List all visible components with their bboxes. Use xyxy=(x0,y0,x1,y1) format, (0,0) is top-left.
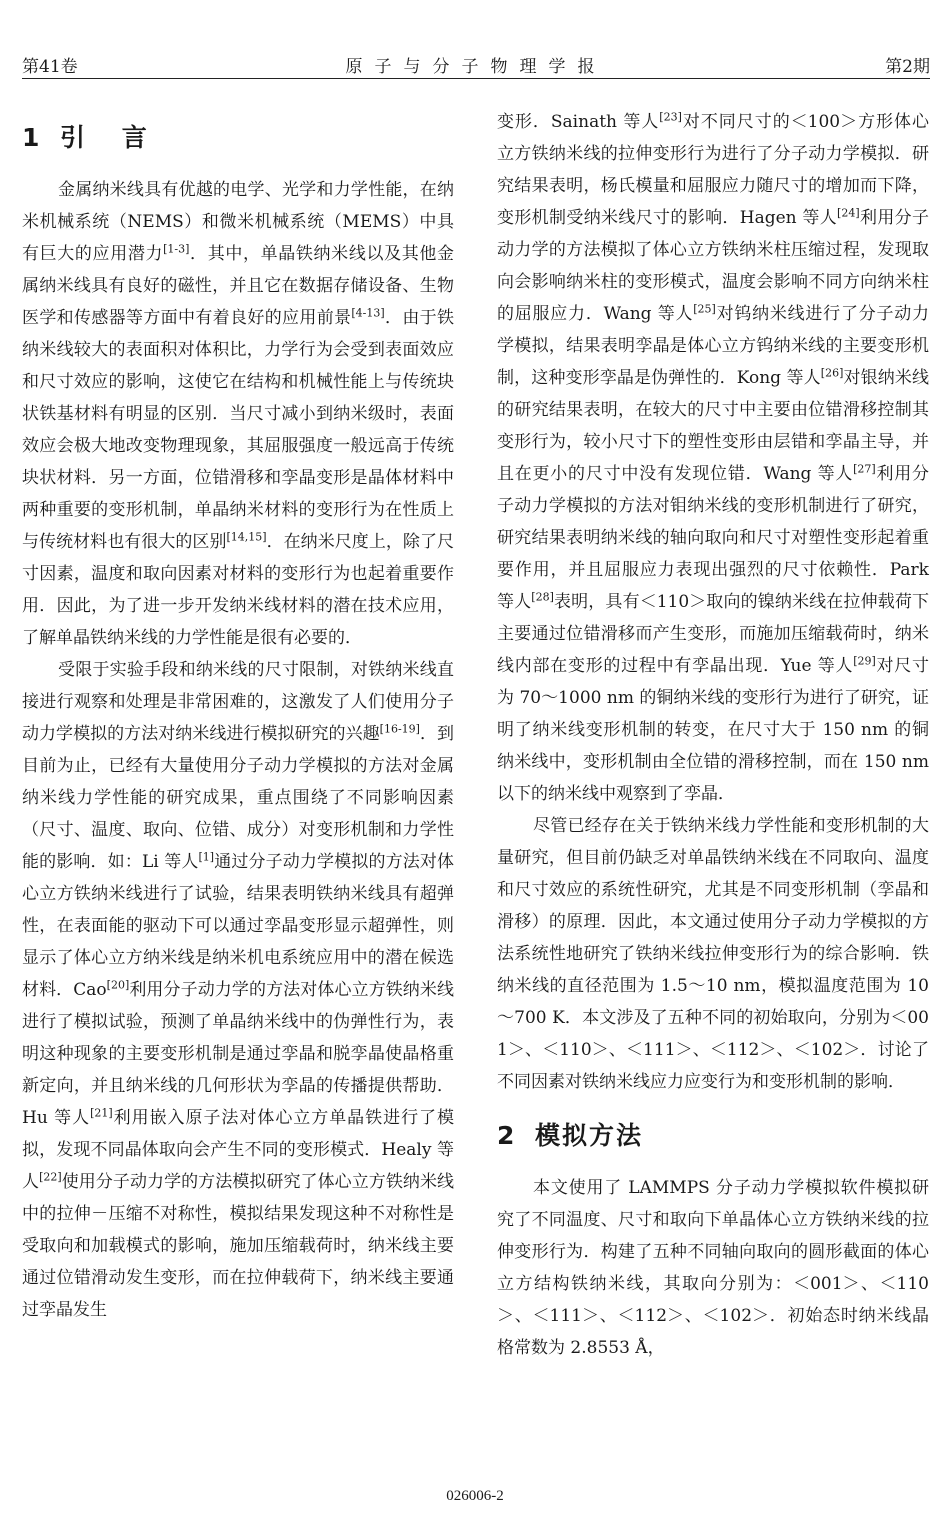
citation-ref: [20] xyxy=(106,978,130,992)
citation-ref: [29] xyxy=(853,654,876,668)
paragraph: 金属纳米线具有优越的电学、光学和力学性能，在纳米机械系统（NEMS）和微米机械系统（MEMS）中具有巨大的应用潜力[1-3]．其中，单晶铁纳米线以及其他金属纳米线具有良好的磁性，并且它在数据存储设备、生物医学和传感器等方面中有着良好的应用前景[4-13]．由于铁纳米线较大的表面积对体积比，力学行为会受到表面效应和尺寸效应的影响，这使它在结构和机械性能上与传统块状铁基材料有明显的区别．当尺寸减小到纳米级时，表面效应会极大地改变物理现象，其屈服强度一般远高于传统块状材料．另一方面，位错滑移和孪晶变形是晶体材料中两种重要的变形机制，单晶纳米材料的变形行为在性质上与传统材料也有很大的区别[14,15]．在纳米尺度上，除了尺寸因素，温度和取向因素对材料的变形行为也起着重要作用．因此，为了进一步开发纳米线材料的潜在技术应用，了解单晶铁纳米线的力学性能是很有必要的． xyxy=(22,180,455,648)
section-number: 1 xyxy=(22,123,40,152)
citation-ref: [27] xyxy=(853,462,876,476)
section-heading-introduction xyxy=(22,116,454,160)
section-title: 模拟方法 xyxy=(535,1121,644,1150)
issue-label: 第2期 xyxy=(885,57,930,77)
citation-ref: [1-3] xyxy=(163,242,190,256)
citation-ref: [24] xyxy=(837,206,860,220)
running-header xyxy=(22,52,930,78)
volume-label: 第41卷 xyxy=(22,57,78,77)
citation-ref: [22] xyxy=(39,1170,62,1184)
paragraph: 受限于实验手段和纳米线的尺寸限制，对铁纳米线直接进行观察和处理是非常困难的，这激发了人们使用分子动力学模拟的方法对纳米线进行模拟研究的兴趣[16-19]．到目前为止，已经有大量使用分子动力学模拟的方法对金属纳米线力学性能的研究成果，重点围绕了不同影响因素（尺寸、温度、取向、位错、成分）对变形机制和力学性能的影响．如：Li 等人[1]通过分子动力学模拟的方法对体心立方铁纳米线进行了试验，结果表明铁纳米线具有超弹性，在表面能的驱动下可以通过孪晶变形显示超弹性，则显示了体心立方纳米线是纳米机电系统应用中的潜在候选材料．Cao[20]利用分子动力学的方法对体心立方铁纳米线进行了模拟试验，预测了单晶纳米线中的伪弹性行为，表明这种现象的主要变形机制是通过孪晶和脱孪晶使晶格重新定向，并且纳米线的几何形状为孪晶的传播提供帮助．Hu 等人[21]利用嵌入原子法对体心立方单晶铁进行了模拟，发现不同晶体取向会产生不同的变形模式．Healy 等人[22]使用分子动力学的方法模拟研究了体心立方铁纳米线中的拉伸－压缩不对称性，模拟结果发现这种不对称性是受取向和加载模式的影响，施加压缩载荷时，纳米线主要通过位错滑动发生变形，而在拉伸载荷下，纳米线主要通过孪晶发生 xyxy=(22,660,455,1320)
citation-ref: [1] xyxy=(198,850,215,864)
page-footer: 026006-2 xyxy=(446,1488,504,1504)
section-title: 引 言 xyxy=(60,123,161,152)
citation-ref: [16-19] xyxy=(379,722,420,736)
citation-ref: [21] xyxy=(90,1106,113,1120)
journal-title: 原子与分子物理学报 xyxy=(345,57,607,77)
citation-ref: [14,15] xyxy=(226,530,267,544)
paragraph-continuation: 变形．Sainath 等人[23]对不同尺寸的＜100＞方形体心立方铁纳米线的拉伸变形行为进行了分子动力学模拟．研究结果表明，杨氏模量和屈服应力随尺寸的增加而下降，变形机制受纳米线尺寸的影响．Hagen 等人[24]利用分子动力学的方法模拟了体心立方铁纳米柱压缩过程，发现取向会影响纳米柱的变形模式，温度会影响不同方向纳米柱的屈服应力．Wang 等人[25]对钨纳米线进行了分子动力学模拟，结果表明孪晶是体心立方钨纳米线的主要变形机制，这种变形孪晶是伪弹性的．Kong 等人[26]对银纳米线的研究结果表明，在较大的尺寸中主要由位错滑移控制其变形行为，较小尺寸下的塑性变形由层错和孪晶主导，并且在更小的尺寸中没有发现位错．Wang 等人[27]利用分子动力学模拟的方法对钼纳米线的变形机制进行了研究，研究结果表明纳米线的轴向取向和尺寸对塑性变形起着重要作用，并且屈服应力表现出强烈的尺寸依赖性．Park 等人[28]表明，具有＜110＞取向的镍纳米线在拉伸载荷下主要通过位错滑移而产生变形，而施加压缩载荷时，纳米线内部在变形的过程中有孪晶出现．Yue 等人[29]对尺寸为 70～1000 nm 的铜纳米线的变形行为进行了研究，证明了纳米线变形机制的转变，在尺寸大于 150 nm 的铜纳米线中，变形机制由全位错的滑移控制，而在 150 nm 以下的纳米线中观察到了孪晶． xyxy=(497,110,930,804)
citation-ref: [23] xyxy=(659,110,682,124)
paragraph: 本文使用了 LAMMPS 分子动力学模拟软件模拟研究了不同温度、尺寸和取向下单晶体心立方铁纳米线的拉伸变形行为．构建了五种不同轴向取向的圆形截面的体心立方结构铁纳米线，其取向分别为：＜001＞、＜110＞、＜111＞、＜112＞、＜102＞．初始态时纳米线晶格常数为 2.8553 Å， xyxy=(497,1178,929,1358)
section-number: 2 xyxy=(497,1121,515,1150)
section-heading-methods xyxy=(497,1114,929,1158)
paragraph: 尽管已经存在关于铁纳米线力学性能和变形机制的大量研究，但目前仍缺乏对单晶铁纳米线在不同取向、温度和尺寸效应的系统性研究，尤其是不同变形机制（孪晶和滑移）的原理．因此，本文通过使用分子动力学模拟的方法系统性地研究了铁纳米线拉伸变形行为的综合影响．铁纳米线的直径范围为 1.5～10 nm，模拟温度范围为 10～700 K．本文涉及了五种不同的初始取向，分别为＜001＞、＜110＞、＜111＞、＜112＞、＜102＞．讨论了不同因素对铁纳米线应力应变行为和变形机制的影响． xyxy=(497,816,929,1092)
citation-ref: [4-13] xyxy=(351,306,385,320)
citation-ref: [26] xyxy=(820,366,844,380)
header-rule xyxy=(22,78,930,79)
right-column xyxy=(497,102,929,1364)
left-column xyxy=(22,102,454,1326)
citation-ref: [25] xyxy=(693,302,716,316)
citation-ref: [28] xyxy=(531,590,554,604)
